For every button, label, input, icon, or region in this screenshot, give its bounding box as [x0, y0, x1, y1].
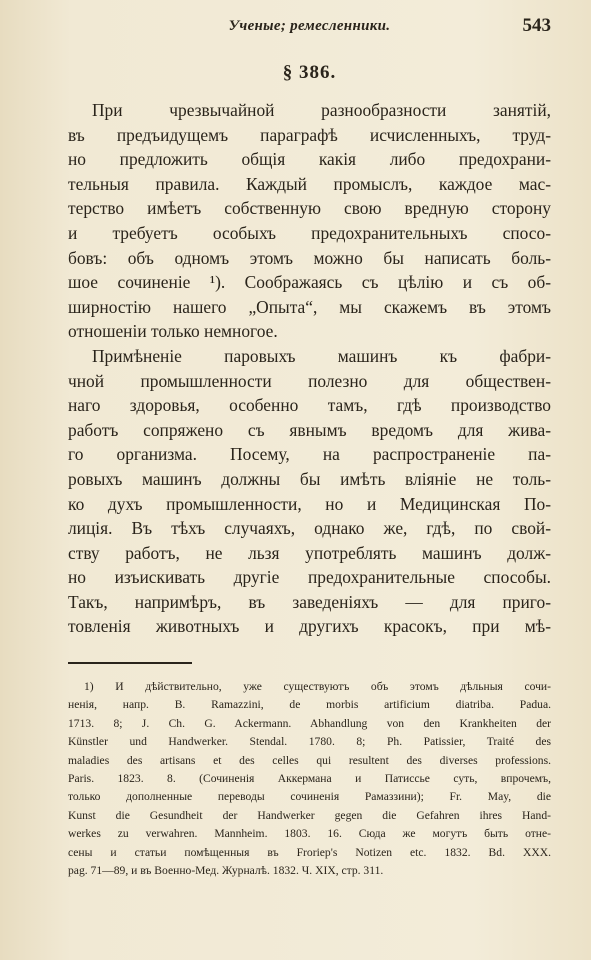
text-line: шое сочиненіе ¹). Соображаясь съ цѣлію и съ об- — [68, 272, 551, 293]
text-line: Примѣненіе паровыхъ машинъ къ фабри- — [92, 345, 551, 366]
text-line: но предложить общія какія либо предохрани- — [68, 149, 551, 170]
text-line: но изъискивать другіе предохранительные способы. — [68, 567, 551, 588]
footnote — [68, 678, 551, 880]
text-line: терство имѣетъ собственную свою вредную сторону — [68, 198, 551, 219]
text-line: ко духъ промышленности, но и Медицинская По- — [68, 493, 551, 514]
text-line: бовъ: объ одномъ этомъ можно бы написать боль- — [68, 247, 551, 268]
footnote-line: сены и статьи помѣщенныя въ Froriep's Notizen etc. 1832. Bd. XXX. — [68, 845, 551, 859]
body-text — [68, 98, 551, 639]
footnote-line: ненія, напр. B. Ramazzini, de morbis artificium diatriba. Padua. — [68, 698, 551, 712]
footnote-separator — [68, 662, 192, 664]
text-line: въ предъидущемъ параграфѣ исчисленныхъ, труд- — [68, 124, 551, 145]
text-line: работъ сопряжено съ явнымъ вредомъ для жива- — [68, 419, 551, 440]
text-line: лиція. Въ тѣхъ случаяхъ, однако же, гдѣ, по свой- — [68, 518, 551, 539]
footnote-line: maladies des artisans et des celles qui resultent des diverses professions. — [68, 753, 551, 767]
footnote-line: только дополненные переводы сочиненія Рамаззини); Fr. May, die — [68, 790, 551, 804]
footnote-line: Kunst die Gesundheit der Handwerker gegen die Gefahren ihres Hand- — [68, 808, 551, 822]
text-line: ровыхъ машинъ должны бы имѣть вліяніе не толь- — [68, 468, 551, 489]
text-line: го организма. Посему, на распространеніе па- — [68, 444, 551, 465]
text-line: При чрезвычайной разнообразности занятій, — [92, 100, 551, 120]
footnote-line: 1) И дѣйствительно, уже существуютъ объ этомъ дѣльныя сочи- — [84, 680, 551, 693]
paragraph-1 — [68, 98, 551, 344]
text-line: товленія животныхъ и другихъ красокъ, при мѣ- — [68, 616, 551, 637]
footnote-line: 1713. 8; J. Ch. G. Ackermann. Abhandlung von den Krankheiten der — [68, 716, 551, 730]
section-heading: § 386. — [282, 62, 337, 83]
text-line: ству работъ, не льзя употреблять машинъ долж- — [68, 542, 551, 563]
running-title: Ученые; ремесленники. — [228, 18, 391, 34]
text-line: отношеніи только немногое. — [68, 321, 278, 342]
footnote-line: Künstler und Handwerker. Stendal. 1780. 8; Ph. Patissier, Traité des — [68, 735, 551, 749]
footnote-line: Paris. 1823. 8. (Сочиненія Аккермана и Патиссье суть, впрочемъ, — [68, 772, 551, 786]
page-number: 543 — [522, 15, 551, 36]
text-line: Такъ, напримѣръ, въ заведеніяхъ — для приго- — [68, 591, 551, 612]
text-line: наго здоровья, особенно тамъ, гдѣ производство — [68, 395, 551, 416]
text-line: и требуетъ особыхъ предохранительныхъ спосо- — [68, 222, 551, 243]
running-head — [68, 15, 551, 40]
text-line: ширностію нашего „Опыта“, мы скажемъ въ этомъ — [68, 296, 551, 317]
paragraph-2 — [68, 344, 551, 639]
footnote-line: werkes zu verwahren. Mannheim. 1803. 16. Сюда же могутъ быть отне- — [68, 827, 551, 841]
text-line: тельныя правила. Каждый промыслъ, каждое мас- — [68, 173, 551, 194]
text-line: чной промышленности полезно для обществен- — [68, 370, 551, 391]
footnote-line: pag. 71—89, и въ Военно-Мед. Журналѣ. 1832. Ч. XIX, стр. 311. — [68, 864, 384, 878]
